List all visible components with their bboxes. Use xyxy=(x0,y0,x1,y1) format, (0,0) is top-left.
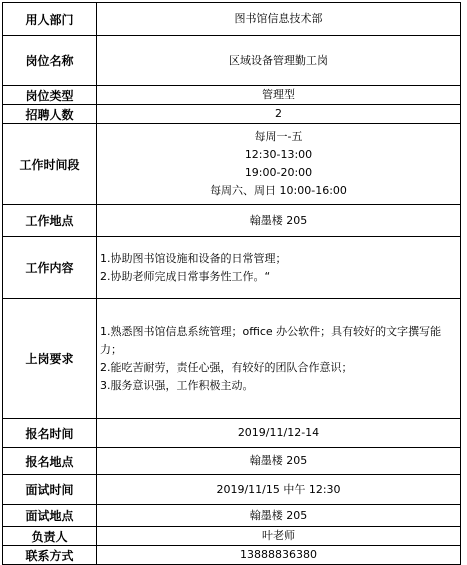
department-value: 图书馆信息技术部 xyxy=(97,3,461,36)
work-place-label: 工作地点 xyxy=(3,205,97,237)
row-contact-person xyxy=(3,527,461,546)
signup-place-label: 报名地点 xyxy=(3,448,97,475)
requirements-label: 上岗要求 xyxy=(3,299,97,419)
work-time-line-4: 每周六、周日 10:00-16:00 xyxy=(210,184,347,197)
requirements-line-3: 3.服务意识强，工作积极主动。 xyxy=(100,378,254,392)
requirements-line-2: 2.能吃苦耐劳，责任心强，有较好的团队合作意识； xyxy=(100,360,353,374)
work-time-line-3: 19:00-20:00 xyxy=(244,166,313,179)
department-label: 用人部门 xyxy=(3,3,97,36)
row-interview-time xyxy=(3,475,461,505)
row-department xyxy=(3,3,461,36)
headcount-value: 2 xyxy=(97,105,461,124)
work-time-value xyxy=(97,124,461,205)
row-work-time xyxy=(3,124,461,205)
position-value: 区域设备管理勤工岗 xyxy=(97,36,461,86)
signup-time-label: 报名时间 xyxy=(3,419,97,448)
position-label: 岗位名称 xyxy=(3,36,97,86)
job-posting-table xyxy=(2,2,461,565)
contact-value: 13888836380 xyxy=(97,546,461,565)
row-signup-place xyxy=(3,448,461,475)
headcount-label: 招聘人数 xyxy=(3,105,97,124)
work-content-label: 工作内容 xyxy=(3,237,97,299)
row-requirements xyxy=(3,299,461,419)
work-time-line-1: 每周一-五 xyxy=(254,130,303,143)
contact-person-value: 叶老师 xyxy=(97,527,461,546)
contact-label: 联系方式 xyxy=(3,546,97,565)
work-content-line-1: 1.协助图书馆设施和设备的日常管理； xyxy=(100,251,287,265)
interview-time-label: 面试时间 xyxy=(3,475,97,505)
interview-place-value: 翰墨楼 205 xyxy=(97,505,461,527)
row-work-content xyxy=(3,237,461,299)
work-place-value: 翰墨楼 205 xyxy=(97,205,461,237)
work-content-value xyxy=(97,237,461,299)
requirements-value xyxy=(97,299,461,419)
row-interview-place xyxy=(3,505,461,527)
work-time-label: 工作时间段 xyxy=(3,124,97,205)
row-signup-time xyxy=(3,419,461,448)
signup-time-value: 2019/11/12-14 xyxy=(97,419,461,448)
contact-person-label: 负责人 xyxy=(3,527,97,546)
row-work-place xyxy=(3,205,461,237)
interview-time-value: 2019/11/15 中午 12:30 xyxy=(97,475,461,505)
work-content-line-2: 2.协助老师完成日常事务性工作。“ xyxy=(100,269,271,283)
row-headcount xyxy=(3,105,461,124)
interview-place-label: 面试地点 xyxy=(3,505,97,527)
signup-place-value: 翰墨楼 205 xyxy=(97,448,461,475)
position-type-label: 岗位类型 xyxy=(3,86,97,105)
row-position xyxy=(3,36,461,86)
work-time-line-2: 12:30-13:00 xyxy=(244,148,313,161)
position-type-value: 管理型 xyxy=(97,86,461,105)
requirements-line-1: 1.熟悉图书馆信息系统管理；office 办公软件；具有较好的文字撰写能力； xyxy=(100,324,442,356)
row-position-type xyxy=(3,86,461,105)
